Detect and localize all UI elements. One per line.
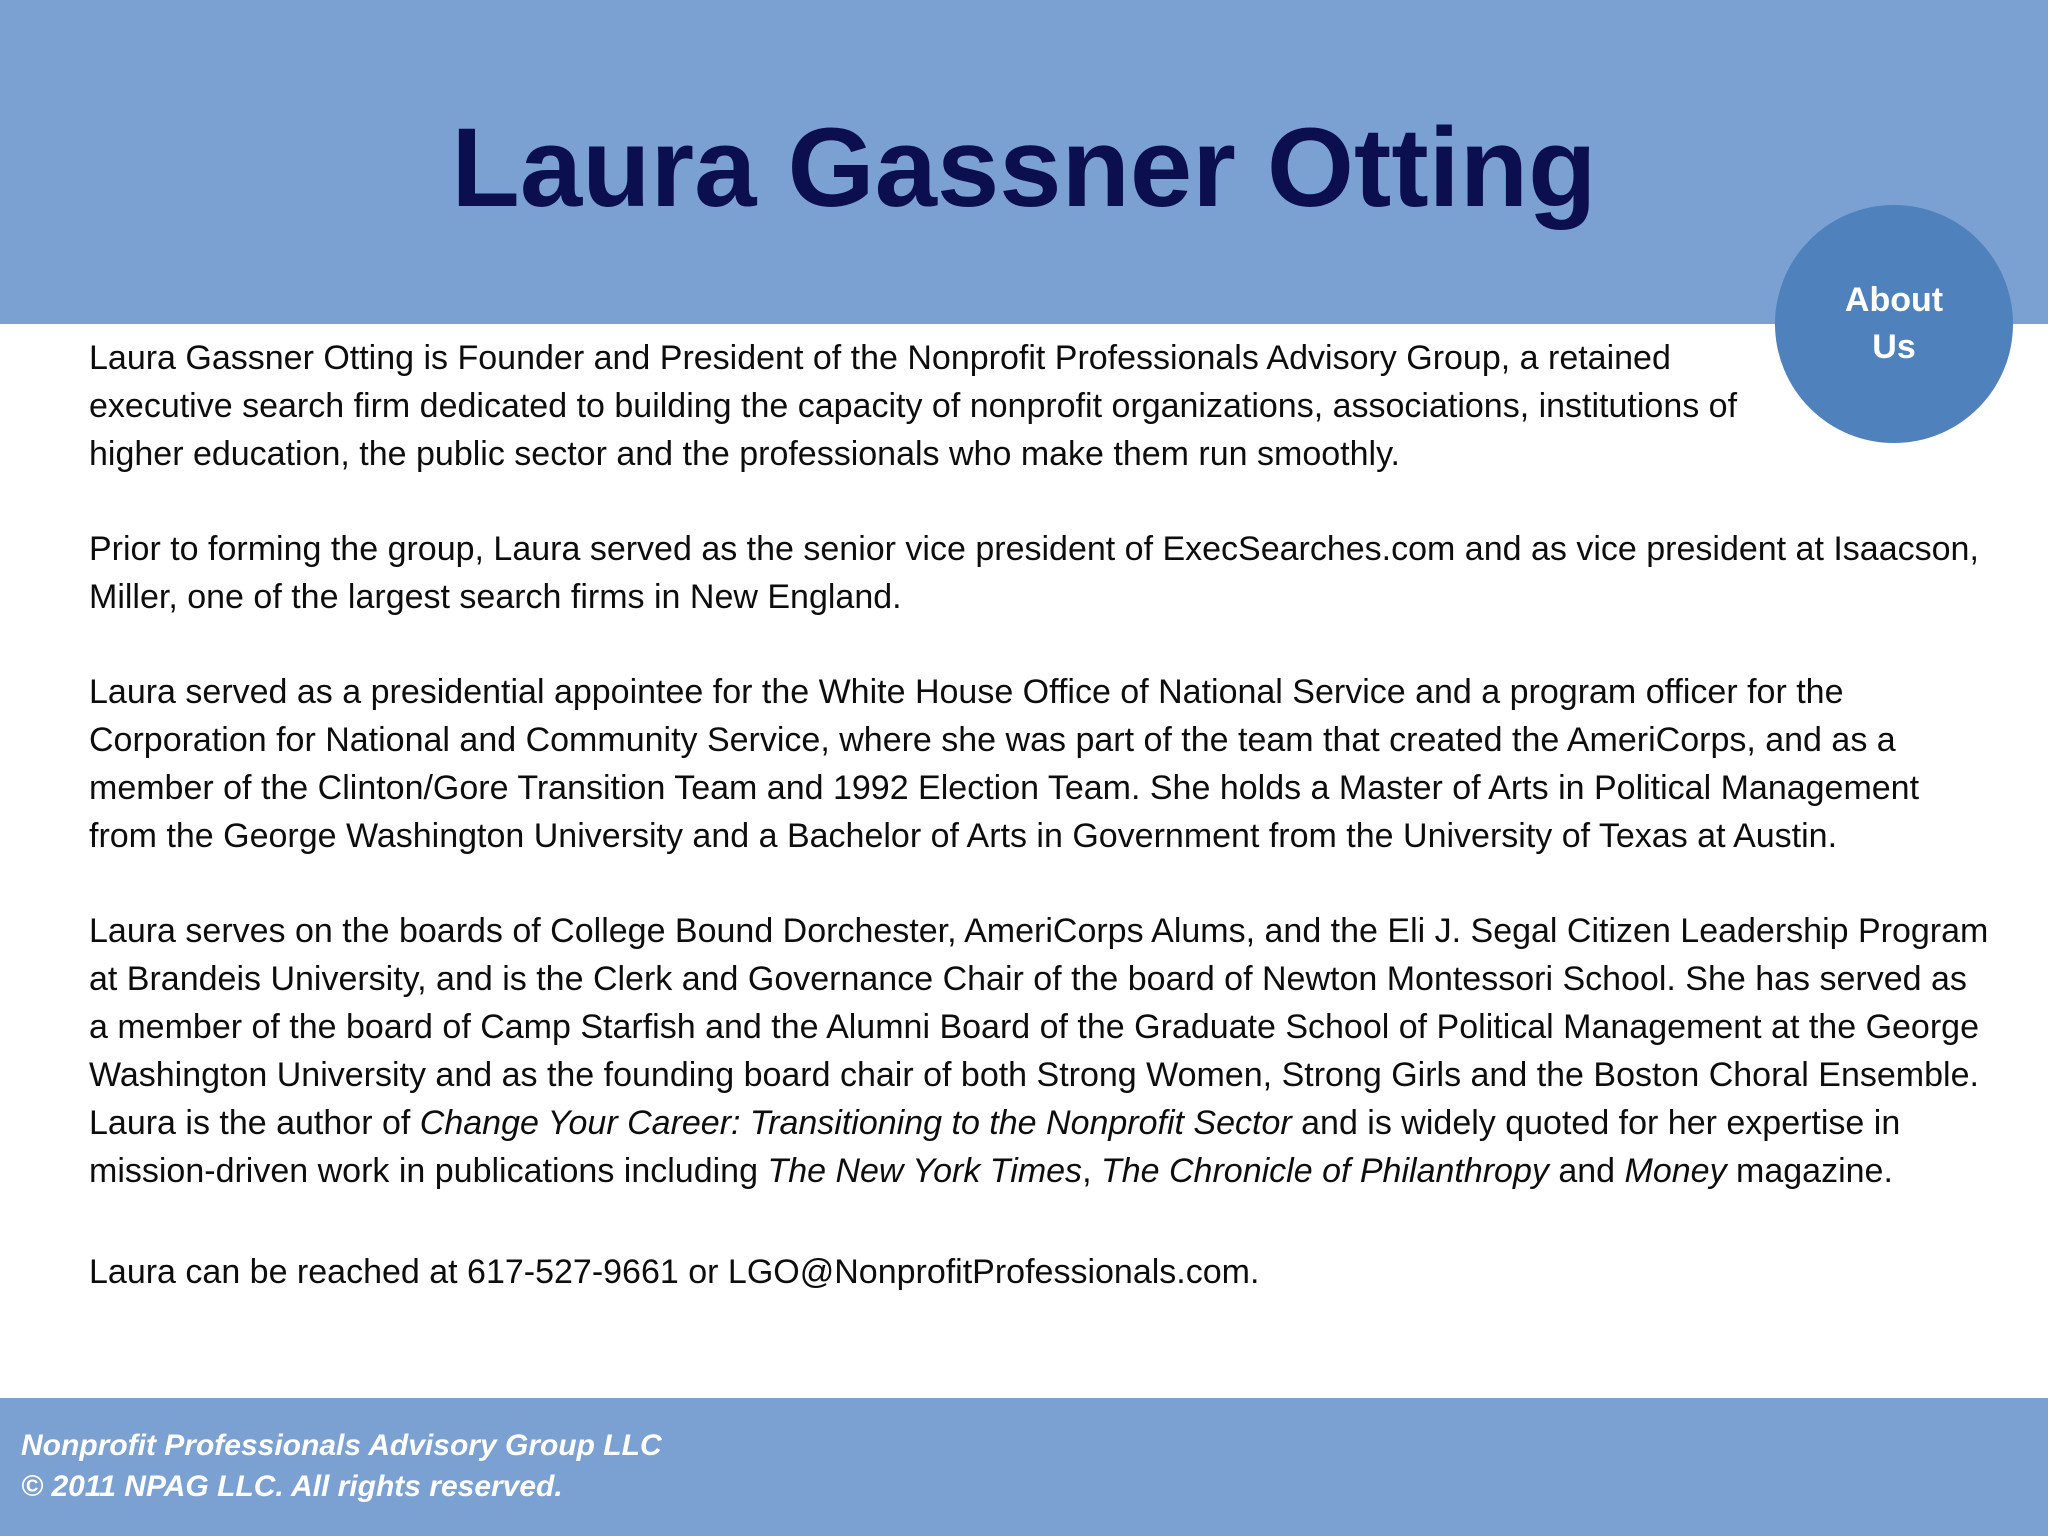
page-title: Laura Gassner Otting (451, 105, 1597, 230)
separator-2: and (1548, 1152, 1625, 1190)
bio-paragraph-prior-roles: Prior to forming the group, Laura served as the senior vice president of ExecSearches.com and as vice president at Isaacson, Miller, one of the largest search firms in New England. (89, 530, 1979, 616)
boards-text-3: magazine. (1726, 1152, 1893, 1190)
footer (21, 1425, 662, 1507)
bio-paragraph-founder: Laura Gassner Otting is Founder and President of the Nonprofit Professionals Advisory Group, a retained executive search firm dedicated to building the capacity of nonprofit organizations, associations, institutions of higher education, the public sector and the professionals who make them run smoothly. (89, 339, 1738, 473)
bio-paragraph-public-service: Laura served as a presidential appointee for the White House Office of National Service and a program officer for the Corporation for National and Community Service, where she was part of the team that created the AmeriCorps, and as a member of the Clinton/Gore Transition Team and 1992 Election Team. She holds a Master of Arts in Political Management from the George Washington University and a Bachelor of Arts in Government from the University of Texas at Austin. (89, 673, 1920, 855)
about-us-label-line2: Us (1872, 328, 1916, 366)
footer-copyright: © 2011 NPAG LLC. All rights reserved. (21, 1470, 563, 1503)
bio-paragraph-boards (89, 907, 1989, 1195)
boards-text-2: and is widely quoted for her expertise in mission-driven work in publications including (89, 1104, 1901, 1190)
publication-nyt: The New York Times (767, 1152, 1083, 1190)
separator-1: , (1082, 1152, 1101, 1190)
contact-line: Laura can be reached at 617-527-9661 or LGO@NonprofitProfessionals.com. (89, 1253, 1260, 1291)
publication-chronicle: The Chronicle of Philanthropy (1100, 1152, 1549, 1190)
boards-text-1: Laura serves on the boards of College Bound Dorchester, AmeriCorps Alums, and the Eli J. Segal Citizen Leadership Program at Brandeis University, and is the Clerk and Governance Chair of the board of Newton Montessori School. She has served as a member of the board of Camp Starfish and the Alumni Board of the Graduate School of Political Management at the George Washington University and as the founding board chair of both Strong Women, Strong Girls and the Boston Choral Ensemble. Laura is the author of (89, 912, 1989, 1142)
footer-company: Nonprofit Professionals Advisory Group LLC (21, 1429, 662, 1462)
book-title: Change Your Career: Transitioning to the Nonprofit Sector (419, 1104, 1292, 1142)
publication-money: Money (1624, 1152, 1727, 1190)
about-us-label-line1: About (1844, 281, 1944, 319)
bio-content (89, 334, 1989, 1296)
